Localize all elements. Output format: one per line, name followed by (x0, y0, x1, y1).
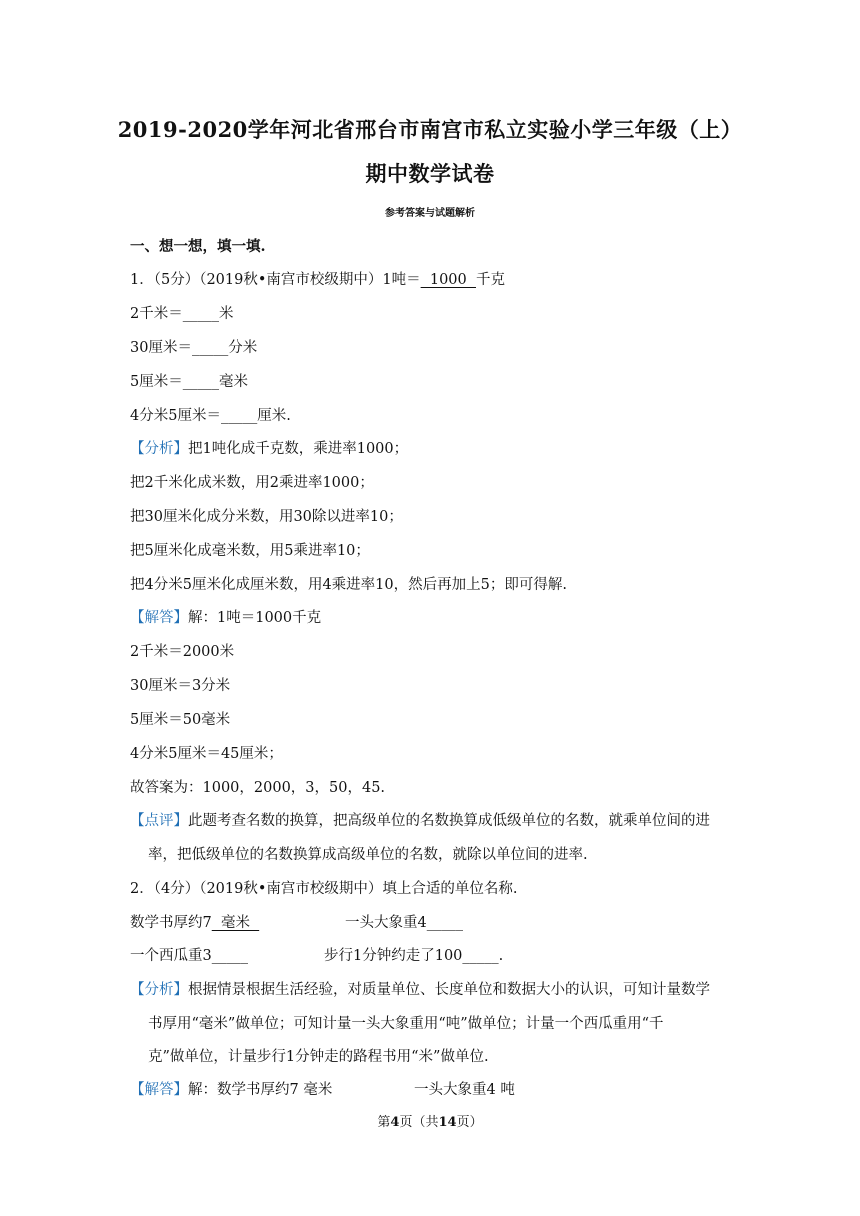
q1-line: 2千米＝_____米 (130, 306, 234, 322)
page-footer (0, 1111, 860, 1130)
footer-total-pages: 14 (438, 1115, 457, 1130)
q1-analysis-line: 把5厘米化成毫米数，用5乘进率10； (130, 543, 370, 559)
comment-tag: 【点评】 (130, 813, 188, 829)
q2-row1-right: 一头大象重4_____ (345, 915, 463, 931)
q2-solution-right: 一头大象重4 吨 (414, 1082, 515, 1098)
footer-middle: 页（共 (399, 1115, 439, 1130)
q1-stem-answer: 1000 (420, 272, 476, 288)
footer-suffix: 页） (456, 1115, 483, 1130)
q2-analysis (130, 980, 710, 1000)
q1-solution-line: 2千米＝2000米 (130, 644, 235, 660)
q1-solution-line: 4分米5厘米＝45厘米； (130, 746, 283, 762)
q2-stem: 2．（4分）（2019秋•南宫市校级期中）填上合适的单位名称. (130, 881, 518, 897)
analysis-text: 根据情景根据生活经验，对质量单位、长度单位和数据大小的认识，可知计量数学 (188, 982, 710, 998)
q2-row1-answer: 毫米 (211, 915, 260, 931)
solution-tag: 【解答】 (130, 610, 188, 626)
solution-text: 解：1吨＝1000千克 (188, 610, 322, 626)
q1-stem-suffix: 千克 (475, 272, 505, 288)
title-line-1: 2019-2020学年河北省邢台市南宫市私立实验小学三年级（上） (117, 117, 743, 142)
title-line-2: 期中数学试卷 (365, 161, 495, 186)
q1-line: 5厘米＝_____毫米 (130, 374, 248, 390)
q2-solution (130, 1080, 332, 1100)
q1-solution-line: 30厘米＝3分米 (130, 678, 231, 694)
q1-analysis (130, 439, 408, 459)
analysis-tag: 【分析】 (130, 441, 188, 457)
q1-comment-line: 率，把低级单位的名数换算成高级单位的名数，就除以单位间的进率. (148, 847, 588, 863)
solution-tag: 【解答】 (130, 1082, 188, 1098)
q1-line: 4分米5厘米＝_____厘米. (130, 408, 291, 424)
q2-row1-left (130, 913, 259, 933)
q1-line: 30厘米＝_____分米 (130, 340, 258, 356)
q1-stem (130, 270, 505, 290)
q1-solution-line: 5厘米＝50毫米 (130, 712, 231, 728)
analysis-text: 把1吨化成千克数，乘进率1000； (188, 441, 409, 457)
q2-analysis-line: 克”做单位，计量步行1分钟走的路程书用“米”做单位. (148, 1049, 489, 1065)
q2-analysis-line: 书厚用“毫米”做单位；可知计量一头大象重用“吨”做单位；计量一个西瓜重用“千 (148, 1016, 664, 1032)
footer-page-number: 4 (390, 1115, 400, 1130)
section-heading: 一、想一想，填一填. (130, 238, 266, 255)
q1-stem-prefix: 1．（5分）（2019秋•南宫市校级期中）1吨＝ (130, 272, 421, 288)
solution-text: 解：数学书厚约7 毫米 (188, 1082, 333, 1098)
q2-row2-left: 一个西瓜重3_____ (130, 948, 248, 964)
q1-comment (130, 811, 710, 831)
analysis-tag: 【分析】 (130, 982, 188, 998)
q1-analysis-line: 把2千米化成米数，用2乘进率1000； (130, 475, 374, 491)
subtitle: 参考答案与试题解析 (385, 208, 475, 219)
comment-text: 此题考查名数的换算，把高级单位的名数换算成低级单位的名数，就乘单位间的进 (188, 813, 710, 829)
q1-solution (130, 608, 321, 628)
q1-solution-line: 故答案为：1000，2000，3，50，45. (130, 780, 386, 796)
q1-analysis-line: 把30厘米化成分米数，用30除以进率10； (130, 509, 403, 525)
q1-analysis-line: 把4分米5厘米化成厘米数，用4乘进率10，然后再加上5；即可得解. (130, 577, 567, 593)
q2-row2-right: 步行1分钟约走了100_____. (324, 948, 504, 964)
footer-prefix: 第 (377, 1115, 391, 1130)
q2-row1-prefix: 数学书厚约7 (130, 915, 212, 931)
